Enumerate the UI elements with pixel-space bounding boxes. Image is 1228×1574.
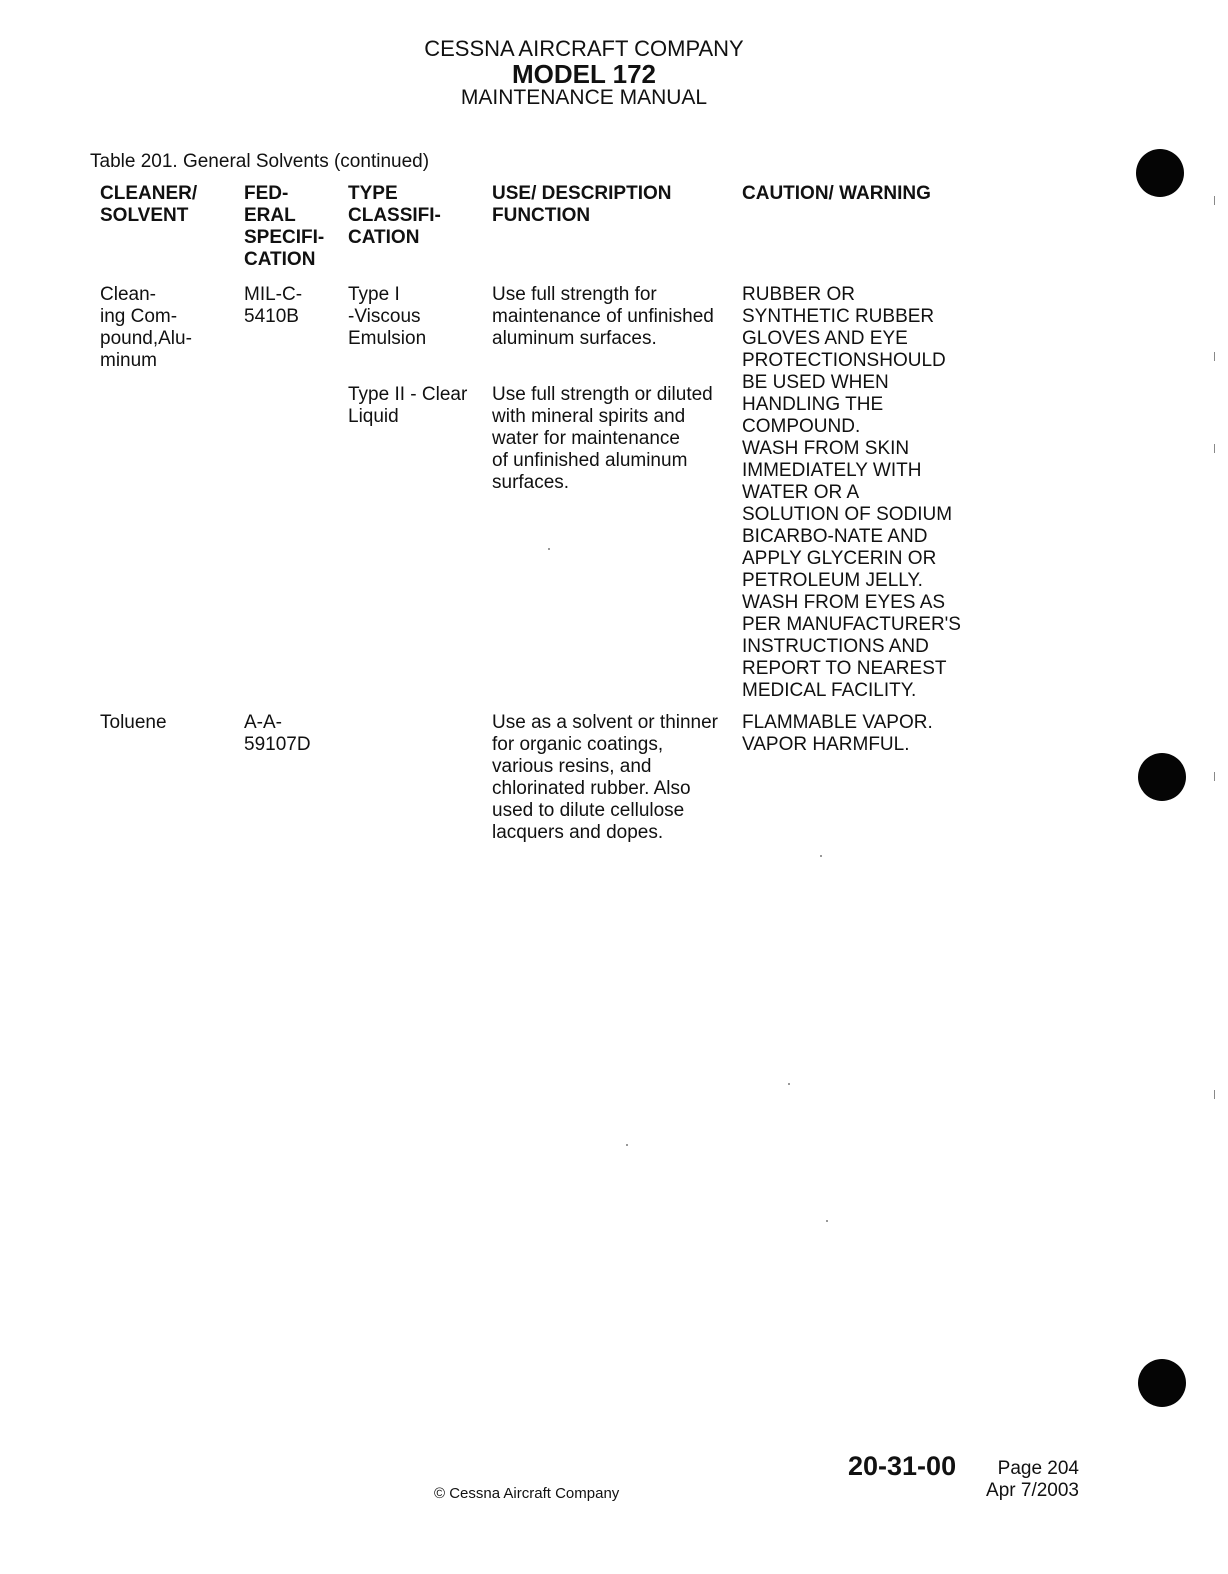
punch-hole-middle <box>1138 753 1186 801</box>
row1-use-2: Use full strength or diluted with mineral spirits and water for maintenance of unfinished aluminum surfaces. <box>492 384 713 493</box>
scan-speck <box>626 1144 628 1146</box>
scan-speck <box>826 1220 828 1222</box>
header-cleaner-solvent: CLEANER/ SOLVENT <box>100 183 198 226</box>
header-use-description: USE/ DESCRIPTION FUNCTION <box>492 183 672 226</box>
row1-specification: MIL-C- 5410B <box>244 284 303 327</box>
copyright-notice: © Cessna Aircraft Company <box>434 1485 620 1502</box>
header-federal-specification: FED- ERAL SPECIFI- CATION <box>244 183 325 270</box>
row1-type-2: Type II - Clear Liquid <box>348 384 468 427</box>
edge-tick <box>1214 1090 1215 1099</box>
header-caution-warning: CAUTION/ WARNING <box>742 183 931 204</box>
row1-cleaner: Clean- ing Com- pound,Alu- minum <box>100 284 192 371</box>
row1-type-1: Type I -Viscous Emulsion <box>348 284 427 349</box>
edge-tick <box>1214 196 1215 205</box>
scan-speck <box>788 1083 790 1085</box>
row2-caution: FLAMMABLE VAPOR. VAPOR HARMFUL. <box>742 712 933 755</box>
edge-tick <box>1214 444 1215 453</box>
edge-tick <box>1214 352 1215 361</box>
scan-speck <box>820 855 822 857</box>
section-number: 20-31-00 <box>848 1451 957 1481</box>
punch-hole-bottom <box>1138 1359 1186 1407</box>
punch-hole-top <box>1136 149 1184 197</box>
edge-tick <box>1214 772 1215 781</box>
table-caption: Table 201. General Solvents (continued) <box>90 151 430 172</box>
model-title: MODEL 172 <box>511 59 656 89</box>
page-number: Page 204 <box>997 1458 1079 1479</box>
manual-title: MAINTENANCE MANUAL <box>460 86 708 109</box>
scan-speck <box>548 548 550 550</box>
row2-use: Use as a solvent or thinner for organic coatings, various resins, and chlorinated rubber. Also used to dilute cellulose lacquers and dopes. <box>492 712 719 843</box>
row2-specification: A-A- 59107D <box>244 712 311 755</box>
revision-date: Apr 7/2003 <box>986 1480 1079 1501</box>
row1-caution: RUBBER OR SYNTHETIC RUBBER GLOVES AND EYE PROTECTIONSHOULD BE USED WHEN HANDLING THE COMPOUND. WASH FROM SKIN IMMEDIATELY WITH WATER OR A SOLUTION OF SODIUM BICARBO-NATE AND APPLY GLYCERIN OR PETROLEUM JELLY. WASH FROM EYES AS PER MANUFACTURER'S INSTRUCTIONS AND REPORT TO NEAREST MEDICAL FACILITY. <box>742 284 961 701</box>
row1-use-1: Use full strength for maintenance of unfinished aluminum surfaces. <box>492 284 714 349</box>
row2-cleaner: Toluene <box>100 712 167 733</box>
company-name: CESSNA AIRCRAFT COMPANY <box>424 36 744 61</box>
header-type-classification: TYPE CLASSIFI- CATION <box>348 183 441 248</box>
